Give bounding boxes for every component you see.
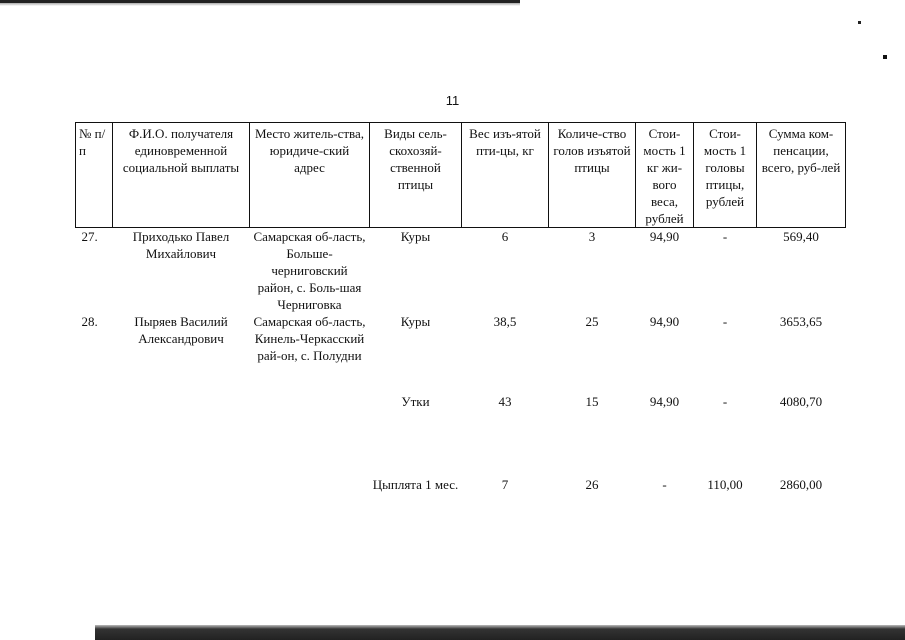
table-row — [76, 476, 846, 516]
cell-head-count: 25 — [585, 314, 599, 329]
cell-price-per-kg: - — [662, 477, 667, 492]
page-number: 11 — [445, 93, 460, 108]
cell-head-count: 26 — [585, 477, 599, 492]
cell-price-per-head: - — [722, 314, 728, 329]
cell-price-per-kg: 94,90 — [649, 229, 680, 244]
table-row — [76, 313, 846, 393]
header-total-compensation: Сумма ком-пенсации, всего, руб-лей — [757, 123, 846, 228]
scan-speck — [883, 55, 887, 59]
cell-price-per-kg: 94,90 — [649, 314, 680, 329]
table-row — [76, 228, 846, 314]
header-number: № п/п — [76, 123, 113, 228]
cell-price-per-kg: 94,90 — [649, 394, 680, 409]
cell-head-count: 15 — [585, 394, 599, 409]
cell-address — [250, 393, 370, 476]
header-head-count: Количе-ство голов изъятой птицы — [549, 123, 636, 228]
cell-number — [76, 476, 113, 516]
cell-recipient-name — [113, 393, 250, 476]
cell-total-compensation: 3653,65 — [779, 314, 823, 329]
table-header-row — [76, 123, 846, 228]
header-weight: Вес изъ-ятой пти-цы, кг — [462, 123, 549, 228]
header-recipient-name: Ф.И.О. получателя единовременной социальной выплаты — [113, 123, 250, 228]
header-address: Место житель-ства, юридиче-ский адрес — [250, 123, 370, 228]
scan-edge-bottom — [95, 625, 905, 640]
scan-edge-top — [0, 0, 520, 6]
cell-total-compensation: 4080,70 — [779, 394, 823, 409]
compensation-table — [75, 122, 846, 516]
cell-address: Самарская об-ласть, Кинель-Черкасский рай-он, с. Полудни — [253, 314, 366, 363]
cell-address — [250, 476, 370, 516]
cell-head-count: 3 — [588, 229, 596, 244]
cell-poultry-type: Куры — [400, 314, 431, 329]
cell-weight: 6 — [501, 229, 509, 244]
cell-weight: 43 — [498, 394, 512, 409]
cell-poultry-type: Утки — [401, 394, 430, 409]
cell-weight: 38,5 — [493, 314, 517, 329]
cell-price-per-head: - — [722, 229, 728, 244]
header-poultry-type: Виды сель-скохозяй-ственной птицы — [370, 123, 462, 228]
cell-total-compensation: 2860,00 — [779, 477, 823, 492]
cell-recipient-name — [113, 476, 250, 516]
cell-poultry-type: Куры — [400, 229, 431, 244]
cell-poultry-type: Цыплята 1 мес. — [372, 477, 459, 492]
cell-number: 27. — [81, 229, 98, 244]
cell-recipient-name: Пыряев Василий Александрович — [134, 314, 228, 346]
cell-total-compensation: 569,40 — [783, 229, 819, 244]
table-row — [76, 393, 846, 476]
cell-price-per-head: 110,00 — [707, 477, 743, 492]
cell-number: 28. — [81, 314, 98, 329]
cell-weight: 7 — [501, 477, 509, 492]
cell-price-per-head: - — [722, 394, 728, 409]
cell-number — [76, 393, 113, 476]
cell-recipient-name: Приходько Павел Михайлович — [132, 229, 230, 261]
header-price-per-head: Стои-мость 1 головы птицы, рублей — [694, 123, 757, 228]
cell-address: Самарская об-ласть, Больше-черниговский район, с. Боль-шая Черниговка — [253, 229, 366, 312]
header-price-per-kg: Стои-мость 1 кг жи-вого веса, рублей — [636, 123, 694, 228]
scan-speck — [858, 21, 861, 24]
